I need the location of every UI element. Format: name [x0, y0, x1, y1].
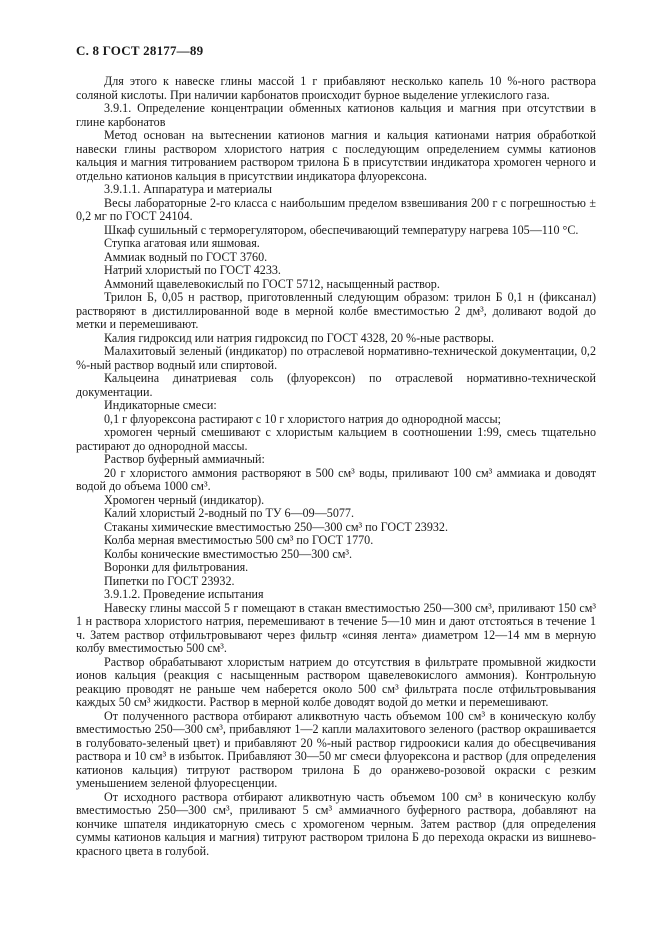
paragraph: Раствор обрабатывают хлористым натрием до отсутствия в фильтрате промывной жидкости ионов кальция (реакция с насыщенным раствором щавелевокислого аммония). Контрольную реакцию проводят не раньше чем наберется около 500 см³ фильтрата после отфильтровывания каждых 50 см³ жидкости. Раствор в мерной колбе доводят водой до метки и перемешивают. — [76, 654, 596, 709]
paragraph: Раствор буферный аммиачный: — [104, 452, 265, 466]
paragraph: Аммиак водный по ГОСТ 3760. — [104, 249, 268, 264]
paragraph: Хромоген черный (индикатор). — [104, 492, 265, 507]
paragraph: 0,1 г флуорексона растирают с 10 г хлористого натрия до однородной массы; — [104, 411, 502, 426]
paragraph: Колбы конические вместимостью 250—300 см³. — [104, 546, 353, 561]
paragraph: 20 г хлористого аммония растворяют в 500 см³ воды, приливают 100 см³ аммиака и доводят водой до объема 1000 см³. — [76, 465, 596, 493]
paragraph: Воронки для фильтрования. — [104, 560, 249, 574]
paragraph: Метод основан на вытеснении катионов магния и кальция катионами натрия обработкой навески глины раствором хлористого натрия с последующим определением суммы катионов кальция и магния титрованием раствором трилона Б в присутствии индикатора хромоген черного и отдельно катионов кальция в присутствии индикатора флуорексона. — [76, 128, 596, 183]
paragraph: Натрий хлористый по ГОСТ 4233. — [104, 263, 281, 277]
paragraph: Аммоний щавелевокислый по ГОСТ 5712, насыщенный раствор. — [104, 276, 440, 291]
paragraph: 3.9.1.1. Аппаратура и материалы — [104, 182, 272, 196]
paragraph: Для этого к навеске глины массой 1 г прибавляют несколько капель 10 %-ного раствора соляной кислоты. При наличии карбонатов происходит бурное выделение углекислого газа. — [76, 74, 596, 102]
paragraph: 3.9.1.2. Проведение испытания — [104, 587, 264, 601]
paragraph: Стаканы химические вместимостью 250—300 см³ по ГОСТ 23932. — [104, 519, 448, 534]
paragraph: Колба мерная вместимостью 500 см³ по ГОСТ 1770. — [104, 533, 374, 547]
page-header: С. 8 ГОСТ 28177—89 — [76, 43, 204, 58]
paragraph: Навеску глины массой 5 г помещают в стакан вместимостью 250—300 см³, приливают 150 см³ 1 н раствора хлористого натрия, перемешивают в течение 5—10 мин и дают отстояться в течение 1 ч. Затем раствор отфильтровывают через фильтр «синяя лента» диаметром 12—14 мм в мерную колбу вместимостью 500 см³. — [76, 600, 596, 655]
paragraph: Индикаторные смеси: — [104, 398, 217, 412]
paragraph: Малахитовый зеленый (индикатор) по отраслевой нормативно-технической документации, 0,2 %-ный раствор водный или спиртовой. — [76, 344, 596, 372]
paragraph: Весы лабораторные 2-го класса с наибольшим пределом взвешивания 200 г с погрешностью ± 0,2 мг по ГОСТ 24104. — [76, 195, 596, 223]
paragraph: От полученного раствора отбирают аликвотную часть объемом 100 см³ в коническую колбу вместимостью 250—300 см³, прибавляют 1—2 капли малахитового зеленого (раствор окрашивается в голубовато-зеленый цвет) и прибавляют 20 %-ный раствор гидроокиси калия до обесцвечивания раствора и 10 см³ в избыток. Прибавляют 30—50 мг смеси флуорексона и раствор (для определения катионов кальция) титруют раствором трилона Б до оранжево-розовой окраски с резким уменьшением зеленой флуоресценции. — [76, 708, 596, 790]
paragraph: Трилон Б, 0,05 н раствор, приготовленный следующим образом: трилон Б 0,1 н (фиксанал) растворяют в дистиллированной воде в мерной колбе вместимостью 2 дм³, доливают водой до метки и перемешивают. — [76, 290, 596, 331]
paragraph: Шкаф сушильный с терморегулятором, обеспечивающий температуру нагрева 105—110 °С. — [104, 222, 579, 237]
paragraph: хромоген черный смешивают с хлористым кальцием в соотношении 1:99, смесь тщательно растирают до однородной массы. — [76, 425, 596, 453]
paragraph: 3.9.1. Определение концентрации обменных катионов кальция и магния при отсутствии в глине карбонатов — [76, 101, 596, 129]
paragraph: Пипетки по ГОСТ 23932. — [104, 573, 235, 588]
document-body — [76, 75, 596, 858]
paragraph: Кальцеина динатриевая соль (флуорексон) по отраслевой нормативно-технической документации. — [76, 371, 596, 399]
paragraph: Калий хлористый 2-водный по ТУ 6—09—5077. — [104, 506, 355, 520]
paragraph: От исходного раствора отбирают аликвотную часть объемом 100 см³ в коническую колбу вместимостью 250—300 см³, приливают 5 см³ аммиачного буферного раствора, добавляют на кончике шпателя индикаторную смесь с хромогеном черным. Затем раствор (для определения суммы катионов кальция и магния) титруют раствором трилона Б до перехода окраски из вишнево-красного цвета в голубой. — [76, 789, 596, 858]
paragraph: Ступка агатовая или яшмовая. — [104, 236, 260, 250]
paragraph: Калия гидроксид или натрия гидроксид по ГОСТ 4328, 20 %-ные растворы. — [104, 330, 495, 345]
